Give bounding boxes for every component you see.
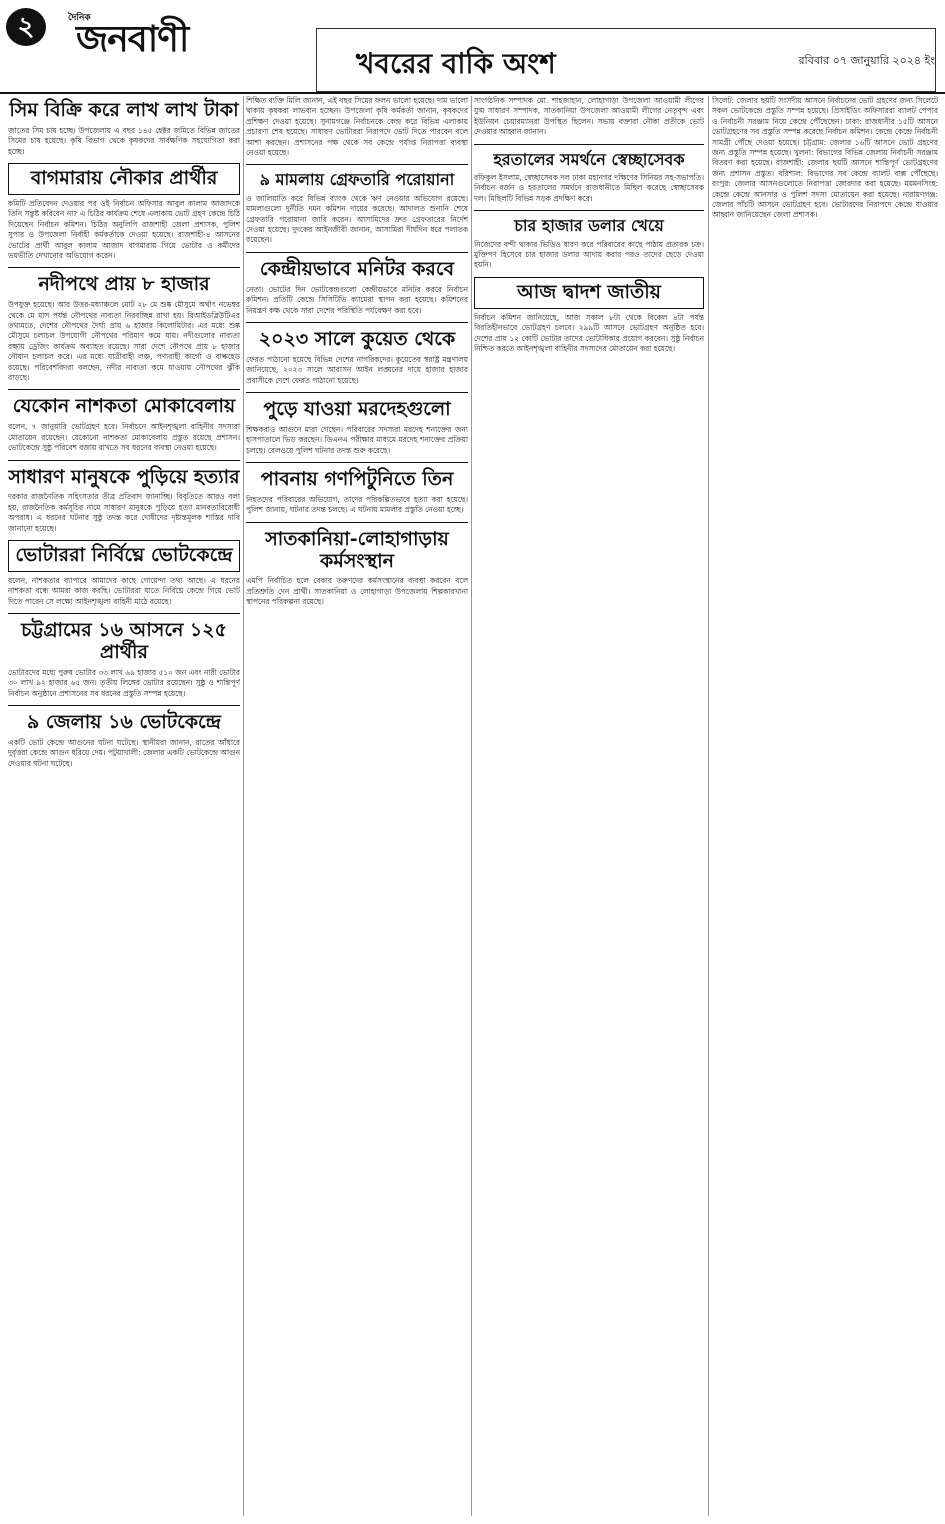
article-body: নির্বাচন কমিশন জানিয়েছে, আজ সকাল ৮টা থেকে বিকেল ৪টা পর্যন্ত বিরতিহীনভাবে ভোটগ্রহণ চলবে। ২৯৯টি আসনে ভোটগ্রহণ অনুষ্ঠিত হবে। দেশের প্রায় ১২ কোটি ভোটার তাদের ভোটাধিকার প্রয়োগ করবেন। সুষ্ঠু নির্বাচন নিশ্চিত করতে আইনশৃঙ্খলা বাহিনীর সদস্যদের মোতায়েন করা হয়েছে।	[474, 312, 704, 353]
article-headline: ২০২৩ সালে কুয়েত থেকে	[246, 322, 468, 351]
article-headline: ভোটাররা নির্বিঘ্নে ভোটকেন্দ্রে	[8, 540, 240, 572]
article	[474, 210, 704, 271]
article-body: শিক্ষিত ব্যক্তি মিলি জানান, এই বছর সিমের ফলন ভালো হয়েছে। দাম ভালো থাকায় কৃষকরা লাভবান হচ্ছেন। উপজেলা কৃষি কর্মকর্তা জানান, কৃষকদের প্রশিক্ষণ দেওয়া হয়েছে। সুনামগঞ্জে নির্বাচনকে কেন্দ্র করে বিভিন্ন এলাকায় প্রচারণা শেষ হয়েছে। সাধারণ ভোটাররা নিরাপদে ভোট দিতে পারবেন বলে আশা করছেন। প্রশাসনের পক্ষ থেকে সব কেন্দ্রে পর্যাপ্ত নিরাপত্তা ব্যবস্থা নেওয়া হয়েছে।	[246, 96, 468, 158]
column-divider	[708, 96, 709, 1516]
article-body: নিজেদের বন্দী থাকার ভিডিও ধারণ করে পরিবারের কাছে পাঠায় প্রতারক চক্র। মুক্তিপণ হিসেবে চার হাজার ডলার আদায় করার পরও তাদের ছেড়ে দেওয়া হয়নি।	[474, 239, 704, 270]
column-2	[246, 96, 468, 1516]
article-headline: সাতকানিয়া-লোহাগাড়ায় কর্মসংস্থান	[246, 522, 468, 573]
column-3	[474, 96, 704, 1516]
article	[8, 705, 240, 769]
article-headline: আজ দ্বাদশ জাতীয়	[474, 277, 704, 309]
article-body: ফেরত পাঠানো হয়েছে বিভিন্ন দেশের নাগরিকদের। কুয়েতের স্বরাষ্ট্র মন্ত্রণালয় জানিয়েছে, ২০২৩ সালে আবাসন আইন লঙ্ঘনের দায়ে হাজার হাজার প্রবাসীকে দেশে ফেরত পাঠানো হয়েছে।	[246, 354, 468, 385]
section-title: খবরের বাকি অংশ	[356, 47, 556, 80]
article	[474, 144, 704, 205]
issue-date: রবিবার ০৭ জানুয়ারি ২০২৪ ইং	[798, 54, 935, 67]
article-headline: সাধারণ মানুষকে পুড়িয়ে হত্যার	[8, 460, 240, 489]
article-body: ভোটারদের মধ্যে পুরুষ ভোটার ৩৩ লাখ ৬৯ হাজার ৫১০ জন এবং নারী ভোটার ৩০ লাখ ৯২ হাজার ৬৫ জন। তৃতীয় লিঙ্গের ভোটার রয়েছেন। সুষ্ঠু ও শান্তিপূর্ণ নির্বাচন অনুষ্ঠানে প্রশাসনের সব ধরনের প্রস্তুতি সম্পন্ন হয়েছে।	[8, 667, 240, 698]
article-body: ও জালিয়াতি করে বিভিন্ন ব্যাংক থেকে ঋণ নেওয়ার অভিযোগ রয়েছে। মামলাগুলো দুর্নীতি দমন কমিশন দায়ের করেছে। আদালত শুনানি শেষে গ্রেফতারি পরোয়ানা জারি করেন। আসামিদের দ্রুত গ্রেফতারের নির্দেশ দেওয়া হয়েছে। দুদকের আইনজীবী জানান, আসামিরা দীর্ঘদিন ধরে পলাতক রয়েছেন।	[246, 193, 468, 245]
article-headline: কেন্দ্রীয়ভাবে মনিটর করবে	[246, 252, 468, 281]
article	[8, 389, 240, 453]
article	[246, 96, 468, 158]
column-divider	[471, 96, 472, 1516]
article-body: উপযুক্ত হয়েছে। আর উত্তর-মধ্যাঞ্চলে মোট ২৮ মে শুষ্ক মৌসুমে অর্থাৎ নভেম্বর থেকে মে মাস পর্যন্ত নৌপথের নাব্যতা নিরবচ্ছিন্ন রাখা হয়। বিআইডব্লিউটিএর তথ্যমতে, দেশের নৌপথের দৈর্ঘ্য প্রায় ৬ হাজার কিলোমিটার। এর মধ্যে শুষ্ক মৌসুমে চলাচল উপযোগী নৌপথের পরিমাণ কমে যায়। নদীগুলোর নাব্যতা রক্ষায় ড্রেজিং কার্যক্রম অব্যাহত রয়েছে। সারা দেশে নৌপথে প্রায় ৮ হাজার নৌযান চলাচল করে। এর মধ্যে যাত্রীবাহী লঞ্চ, পণ্যবাহী কার্গো ও বাল্কহেড রয়েছে। পরিবেশবিদরা বলছেন, নদীর নাব্যতা কমে যাওয়ায় নৌপথের ঝুঁকি বাড়ছে।	[8, 300, 240, 383]
article-headline: পুড়ে যাওয়া মরদেহগুলো	[246, 392, 468, 421]
masthead-name: জনবাণী	[76, 19, 189, 60]
article	[8, 163, 240, 261]
article	[474, 96, 704, 138]
article-body: একটি ভোট কেন্দ্রে আগুনের ঘটনা ঘটেছে। স্থানীয়রা জানান, রাতের আঁধারে দুর্বৃত্তরা কেন্দ্রে আগুন ধরিয়ে দেয়। পটুয়াখালী: জেলার একটি ভোটকেন্দ্রে আগুন দেওয়ার ঘটনা ঘটেছে।	[8, 737, 240, 768]
article-headline: বাগমারায় নৌকার প্রার্থীর	[8, 163, 240, 195]
article-body: বলেন, নাশকতার ব্যাপারে আমাদের কাছে গোয়েন্দা তথ্য আছে। এ ধরনের নাশকতা বন্ধে আমরা কাজ করছি। ভোটাররা যাতে নির্বিঘ্নে কেন্দ্রে গিয়ে ভোট দিতে পারেন সে লক্ষ্যে আইনশৃঙ্খলা বাহিনী মাঠে রয়েছে।	[8, 575, 240, 606]
page-number: ২	[6, 8, 46, 46]
article-body: নিহতদের পরিবারের অভিযোগ, তাদের পরিকল্পিতভাবে হত্যা করা হয়েছে। পুলিশ জানায়, ঘটনার তদন্ত চলছে। এ ঘটনায় মামলার প্রস্তুতি নেওয়া হচ্ছে।	[246, 494, 468, 515]
article	[246, 322, 468, 386]
article	[246, 252, 468, 316]
article-headline: পাবনায় গণপিটুনিতে তিন	[246, 462, 468, 491]
article	[8, 540, 240, 607]
article	[246, 164, 468, 245]
article-headline: হরতালের সমর্থনে স্বেচ্ছাসেবক	[474, 144, 704, 169]
article-body: সিলেট: জেলার ছয়টি সংসদীয় আসনে নির্বাচনের ভোট গ্রহণের জন্য সিলেটে সকল ভোটকেন্দ্রে প্রস্তুতি সম্পন্ন হয়েছে। প্রিসাইডিং অফিসাররা ব্যালট পেপার ও নির্বাচনী সরঞ্জাম নিয়ে কেন্দ্রে পৌঁছেছেন। ঢাকা: রাজধানীর ১৫টি আসনে ভোটগ্রহণের সব প্রস্তুতি সম্পন্ন করেছে নির্বাচন কমিশন। কেন্দ্রে কেন্দ্রে নির্বাচনী সামগ্রী পৌঁছে দেওয়া হয়েছে। চট্টগ্রাম: জেলার ১৬টি আসনে ভোট গ্রহণের জন্য প্রস্তুতি সম্পন্ন হয়েছে। খুলনা: বিভাগের বিভিন্ন জেলায় নির্বাচনী সরঞ্জাম বিতরণ করা হয়েছে। রাজশাহী: জেলার ছয়টি আসনে শান্তিপূর্ণ ভোটগ্রহণের জন্য প্রশাসন প্রস্তুত। বরিশাল: বিভাগের সব কেন্দ্রে ব্যালট বাক্স পৌঁছেছে। রংপুর: জেলার আসনগুলোতে নিরাপত্তা জোরদার করা হয়েছে। ময়মনসিংহ: কেন্দ্রে কেন্দ্রে আনসার ও পুলিশ সদস্য মোতায়েন করা হয়েছে। নারায়ণগঞ্জ: জেলার পাঁচটি আসনে ভোটগ্রহণ হবে। ভোটারদের নিরাপদে কেন্দ্রে যাওয়ার আহ্বান জানিয়েছেন জেলা প্রশাসক।	[712, 96, 938, 220]
article	[8, 613, 240, 699]
article	[246, 392, 468, 456]
article	[8, 267, 240, 383]
masthead	[36, 6, 276, 60]
article-headline: ৯ জেলায় ১৬ ভোটকেন্দ্রে	[8, 705, 240, 734]
column-4	[712, 96, 938, 1516]
article-body: দরকার রাজনৈতিক সহিংসতার তীব্র প্রতিবাদ জানাচ্ছি। বিবৃতিতে আরও বলা হয়, রাজনৈতিক কর্মসূচির নামে সাধারণ মানুষকে পুড়িয়ে হত্যা মানবতাবিরোধী অপরাধ। এ ধরনের ঘটনার সুষ্ঠু তদন্ত করে দোষীদের দৃষ্টান্তমূলক শাস্তির দাবি জানানো হয়েছে।	[8, 492, 240, 533]
article	[474, 277, 704, 354]
article-body: শিক্ষকরাও আগুনে মারা গেছেন। পরিবারের সদস্যরা মরদেহ শনাক্তের জন্য হাসপাতালে ভিড় করছেন। ডিএনএ পরীক্ষার মাধ্যমে মরদেহ শনাক্তের প্রক্রিয়া চলছে। রেলওয়ে পুলিশ ঘটনার তদন্ত শুরু করেছে।	[246, 424, 468, 455]
article-headline: নদীপথে প্রায় ৮ হাজার	[8, 267, 240, 296]
page-header	[6, 6, 939, 94]
article-headline: যেকোন নাশকতা মোকাবেলায়	[8, 389, 240, 418]
masthead-small: দৈনিক	[68, 13, 91, 23]
article	[8, 100, 240, 157]
article-headline: চট্টগ্রামের ১৬ আসনে ১২৫ প্রার্থীর	[8, 613, 240, 664]
article-headline: চার হাজার ডলার খেয়ে	[474, 210, 704, 235]
article-body: কমিটি প্রতিবেদন দেওয়ার পর ওই নির্বাচন অফিসার আবুল কালাম আজাদকে তিনি সন্তুষ্ট করিবেন না? এ চিঠির কার্যক্রম শেষে এলাকায় ভোট গ্রহণ কেন্দ্রে চিঠি দিয়েছেন নির্বাচন কমিশন। চিঠির অনুলিপি রাজশাহী জেলা প্রশাসক, পুলিশ সুপার ও উপজেলা নির্বাহী কর্মকর্তাকে দেওয়া হয়েছে। রাজশাহী-৪ আসনের ভোটের প্রার্থী আবুল কালাম আজাদ বাগমারায় গিয়ে ভোটার ও কর্মীদের ভয়ভীতি দেখানোর অভিযোগ করেন।	[8, 198, 240, 260]
article	[246, 462, 468, 516]
column-divider	[243, 96, 244, 1516]
article	[246, 522, 468, 608]
article-body: রফিকুল ইসলাম, স্বেচ্ছাসেবক দল ঢাকা মহানগর দক্ষিণের সিনিয়র সহ-সভাপতি। নির্বাচন বর্জন ও হরতালের সমর্থনে রাজধানীতে মিছিল করেছে স্বেচ্ছাসেবক দল। মিছিলটি বিভিন্ন সড়ক প্রদক্ষিণ করে।	[474, 173, 704, 203]
article-body: নেতা। ভোটের দিন ভোটকেন্দ্রগুলো কেন্দ্রীয়ভাবে মনিটর করবে নির্বাচন কমিশন। প্রতিটি কেন্দ্রে সিসিটিভি ক্যামেরা স্থাপন করা হয়েছে। কমিশনের নিয়ন্ত্রণ কক্ষ থেকে সারা দেশের পরিস্থিতি পর্যবেক্ষণ করা হবে।	[246, 284, 468, 315]
article-body: সাংগঠনিক সম্পাদক মো. শাহজাহান, লোহাগাড়া উপজেলা আওয়ামী লীগের যুগ্ম সাধারণ সম্পাদক, সাতকানিয়া উপজেলা আওয়ামী লীগের নেতৃবৃন্দ এবং ইউনিয়ন চেয়ারম্যানরা উপস্থিত ছিলেন। সভায় বক্তারা নৌকা প্রতীকে ভোট দেওয়ার আহ্বান জানান।	[474, 96, 704, 137]
header-divider	[0, 92, 945, 94]
article	[712, 96, 938, 221]
article	[8, 460, 240, 534]
column-1	[8, 96, 240, 1516]
article-body: জাতের সিম চাষ হচ্ছে। উপজেলায় এ বছর ১৪৫ হেক্টর জমিতে বিভিন্ন জাতের সিমের চাষ হয়েছে। কৃষি বিভাগ থেকে কৃষকদের সার্বক্ষণিক সহযোগিতা করা হচ্ছে।	[8, 125, 240, 156]
article-body: এমপি নির্বাচিত হলে বেকার তরুণদের কর্মসংস্থানের ব্যবস্থা করবেন বলে প্রতিশ্রুতি দেন প্রার্থী। সাতকানিয়া ও লোহাগাড়া উপজেলায় শিল্পকারখানা স্থাপনের পরিকল্পনা রয়েছে।	[246, 576, 468, 607]
article-headline: ৯ মামলায় গ্রেফতারি পরোয়ানা	[246, 164, 468, 189]
article-headline: সিম বিক্রি করে লাখ লাখ টাকা	[9, 99, 239, 121]
article-body: বলেন, ৭ জানুয়ারি ভোটগ্রহণ হবে। নির্বাচনে আইনশৃঙ্খলা বাহিনীর সদস্যরা মোতায়েন রয়েছেন। যেকোনো নাশকতা মোকাবেলায় প্রস্তুত রয়েছে প্রশাসন। ভোটকেন্দ্রে সুষ্ঠু পরিবেশ বজায় রাখতে সব ধরনের ব্যবস্থা নেওয়া হয়েছে।	[8, 422, 240, 453]
